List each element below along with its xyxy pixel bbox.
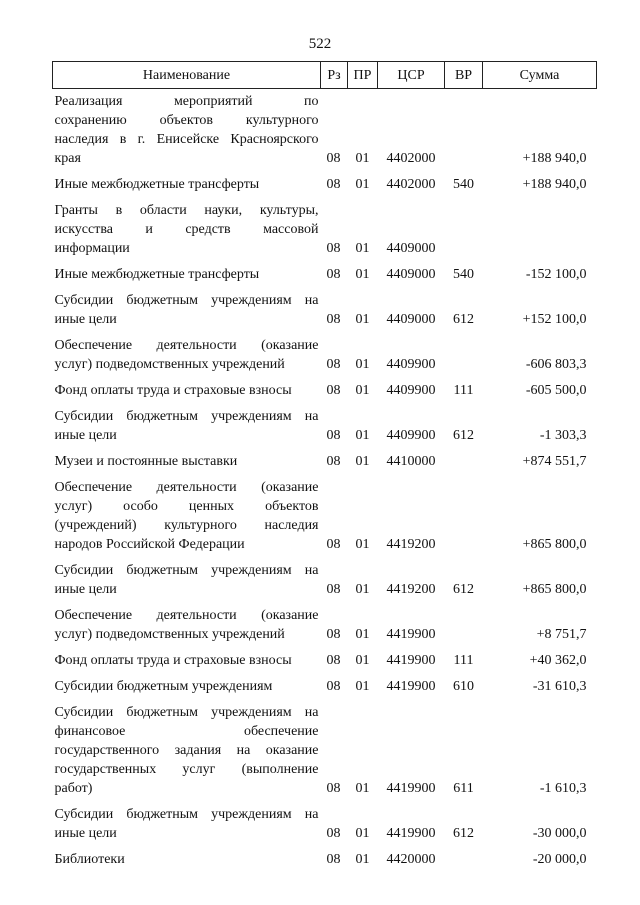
header-name: Наименование: [53, 62, 321, 89]
table-row: [53, 554, 597, 599]
row-name: [53, 554, 321, 599]
header-rz: Рз: [321, 62, 348, 89]
row-vr: 540: [453, 267, 474, 282]
table-row: [53, 258, 597, 284]
row-name: [53, 168, 321, 194]
table-row: [53, 168, 597, 194]
row-sum: -30 000,0: [532, 826, 587, 841]
row-name-line: услуг) подведомственных учреждений: [54, 627, 285, 642]
row-name: [53, 843, 321, 869]
row-name-line: государственных услуг (выполнение: [54, 762, 319, 777]
row-name-line: Обеспечение деятельности (оказание: [54, 608, 319, 623]
table-row: [53, 374, 597, 400]
row-name: [53, 599, 321, 644]
row-name-line: Обеспечение деятельности (оказание: [54, 480, 319, 495]
row-name-line: информации: [54, 241, 130, 256]
row-rz: 08: [326, 454, 341, 469]
header-csr: ЦСР: [378, 62, 445, 89]
row-vr: [445, 843, 483, 869]
row-vr: [445, 194, 483, 258]
row-vr: [445, 471, 483, 554]
row-csr: 4419200: [386, 582, 436, 597]
page-number: 522: [308, 36, 332, 52]
row-pr: 01: [355, 151, 370, 166]
row-name-line: Обеспечение деятельности (оказание: [54, 338, 319, 353]
row-name-line: иные цели: [54, 826, 117, 841]
row-name-line: искусства и средств массовой: [54, 222, 319, 237]
row-vr: 611: [453, 781, 474, 796]
row-csr: 4402000: [386, 151, 436, 166]
row-name-line: Реализация мероприятий по: [54, 94, 319, 109]
row-name-line: государственного задания на оказание: [54, 743, 319, 758]
row-name: [53, 400, 321, 445]
table-row: [53, 670, 597, 696]
row-csr: 4419900: [386, 627, 436, 642]
row-rz: 08: [326, 852, 341, 867]
row-rz: 08: [326, 241, 341, 256]
row-pr: 01: [355, 582, 370, 597]
row-csr: 4419900: [386, 653, 436, 668]
row-name: [53, 329, 321, 374]
row-vr: 111: [453, 653, 474, 668]
row-vr: [445, 329, 483, 374]
row-name-line: края: [54, 151, 81, 166]
row-name: [53, 471, 321, 554]
row-csr: 4409900: [386, 357, 436, 372]
row-name: [53, 258, 321, 284]
table-row: [53, 644, 597, 670]
row-sum: +152 100,0: [522, 312, 587, 327]
row-name-line: Иные межбюджетные трансферты: [54, 267, 260, 282]
row-csr: 4419900: [386, 781, 436, 796]
row-vr: 612: [453, 582, 474, 597]
row-pr: 01: [355, 357, 370, 372]
row-pr: 01: [355, 312, 370, 327]
row-name-line: Музеи и постоянные выставки: [54, 454, 238, 469]
row-csr: 4409900: [386, 428, 436, 443]
row-name: [53, 644, 321, 670]
row-name-line: (учреждений) культурного наследия: [54, 518, 319, 533]
row-pr: 01: [355, 781, 370, 796]
row-pr: 01: [355, 826, 370, 841]
row-pr: 01: [355, 267, 370, 282]
row-pr: 01: [355, 653, 370, 668]
row-name-line: народов Российской Федерации: [54, 537, 245, 552]
row-name: [53, 696, 321, 798]
row-sum: -606 803,3: [525, 357, 587, 372]
row-rz: 08: [326, 428, 341, 443]
row-vr: [445, 445, 483, 471]
row-vr: 612: [453, 826, 474, 841]
row-vr: 612: [453, 428, 474, 443]
row-pr: 01: [355, 241, 370, 256]
table-row: [53, 798, 597, 843]
budget-table: [52, 61, 597, 869]
table-row: [53, 471, 597, 554]
row-sum: +865 800,0: [522, 582, 587, 597]
row-name-line: Субсидии бюджетным учреждениям на: [54, 705, 319, 720]
table-header-row: [53, 62, 597, 89]
row-rz: 08: [326, 267, 341, 282]
row-sum: -31 610,3: [532, 679, 587, 694]
row-name-line: Иные межбюджетные трансферты: [54, 177, 260, 192]
row-name-line: Библиотеки: [54, 852, 125, 867]
row-name-line: иные цели: [54, 312, 117, 327]
row-vr: 111: [453, 383, 474, 398]
row-sum: +865 800,0: [522, 537, 587, 552]
row-name: [53, 670, 321, 696]
header-sum: Сумма: [483, 62, 597, 89]
row-name-line: сохранению объектов культурного: [54, 113, 319, 128]
row-csr: 4409000: [386, 312, 436, 327]
row-csr: 4419900: [386, 679, 436, 694]
row-pr: 01: [355, 537, 370, 552]
row-name-line: услуг) подведомственных учреждений: [54, 357, 285, 372]
row-csr: 4419900: [386, 826, 436, 841]
row-pr: 01: [355, 383, 370, 398]
table-row: [53, 843, 597, 869]
row-csr: 4409000: [386, 267, 436, 282]
row-name: [53, 374, 321, 400]
row-name-line: наследия в г. Енисейске Красноярского: [54, 132, 319, 147]
row-csr: 4409900: [386, 383, 436, 398]
table-row: [53, 400, 597, 445]
row-name-line: Гранты в области науки, культуры,: [54, 203, 319, 218]
table-row: [53, 284, 597, 329]
row-sum: [483, 194, 597, 258]
row-name: [53, 445, 321, 471]
table-body: [53, 89, 597, 870]
row-rz: 08: [326, 537, 341, 552]
row-vr: [445, 599, 483, 644]
row-name: [53, 798, 321, 843]
row-rz: 08: [326, 781, 341, 796]
row-sum: +188 940,0: [522, 177, 587, 192]
row-csr: 4419200: [386, 537, 436, 552]
row-csr: 4402000: [386, 177, 436, 192]
table-row: [53, 696, 597, 798]
row-sum: +40 362,0: [529, 653, 587, 668]
row-csr: 4420000: [386, 852, 436, 867]
row-rz: 08: [326, 826, 341, 841]
row-pr: 01: [355, 852, 370, 867]
row-pr: 01: [355, 627, 370, 642]
row-vr: 612: [453, 312, 474, 327]
row-vr: [445, 89, 483, 169]
row-name-line: Субсидии бюджетным учреждениям: [54, 679, 273, 694]
row-name-line: услуг) особо ценных объектов: [54, 499, 319, 514]
row-rz: 08: [326, 679, 341, 694]
row-sum: +8 751,7: [536, 627, 587, 642]
row-name-line: Субсидии бюджетным учреждениям на: [54, 563, 319, 578]
table-row: [53, 599, 597, 644]
row-rz: 08: [326, 312, 341, 327]
row-name: [53, 284, 321, 329]
row-rz: 08: [326, 627, 341, 642]
row-name: [53, 194, 321, 258]
row-name-line: Фонд оплаты труда и страховые взносы: [54, 653, 292, 668]
row-name-line: финансовое обеспечение: [54, 724, 319, 739]
row-sum: +874 551,7: [522, 454, 587, 469]
row-name-line: иные цели: [54, 582, 117, 597]
row-vr: 540: [453, 177, 474, 192]
row-rz: 08: [326, 151, 341, 166]
row-rz: 08: [326, 582, 341, 597]
row-sum: -1 610,3: [539, 781, 587, 796]
row-name: [53, 89, 321, 169]
table-row: [53, 89, 597, 169]
row-csr: 4409000: [386, 241, 436, 256]
row-vr: 610: [453, 679, 474, 694]
row-name-line: иные цели: [54, 428, 117, 443]
row-name-line: работ): [54, 781, 93, 796]
row-csr: 4410000: [386, 454, 436, 469]
row-sum: -605 500,0: [525, 383, 587, 398]
row-pr: 01: [355, 177, 370, 192]
table-row: [53, 194, 597, 258]
row-pr: 01: [355, 428, 370, 443]
row-sum: -152 100,0: [525, 267, 587, 282]
table-row: [53, 445, 597, 471]
row-sum: +188 940,0: [522, 151, 587, 166]
row-rz: 08: [326, 357, 341, 372]
row-pr: 01: [355, 454, 370, 469]
row-sum: -20 000,0: [532, 852, 587, 867]
row-name-line: Субсидии бюджетным учреждениям на: [54, 293, 319, 308]
header-vr: ВР: [445, 62, 483, 89]
header-pr: ПР: [348, 62, 378, 89]
row-name-line: Субсидии бюджетным учреждениям на: [54, 807, 319, 822]
row-name-line: Фонд оплаты труда и страховые взносы: [54, 383, 292, 398]
row-rz: 08: [326, 383, 341, 398]
row-rz: 08: [326, 177, 341, 192]
row-sum: -1 303,3: [539, 428, 587, 443]
row-rz: 08: [326, 653, 341, 668]
table-row: [53, 329, 597, 374]
row-pr: 01: [355, 679, 370, 694]
row-name-line: Субсидии бюджетным учреждениям на: [54, 409, 319, 424]
